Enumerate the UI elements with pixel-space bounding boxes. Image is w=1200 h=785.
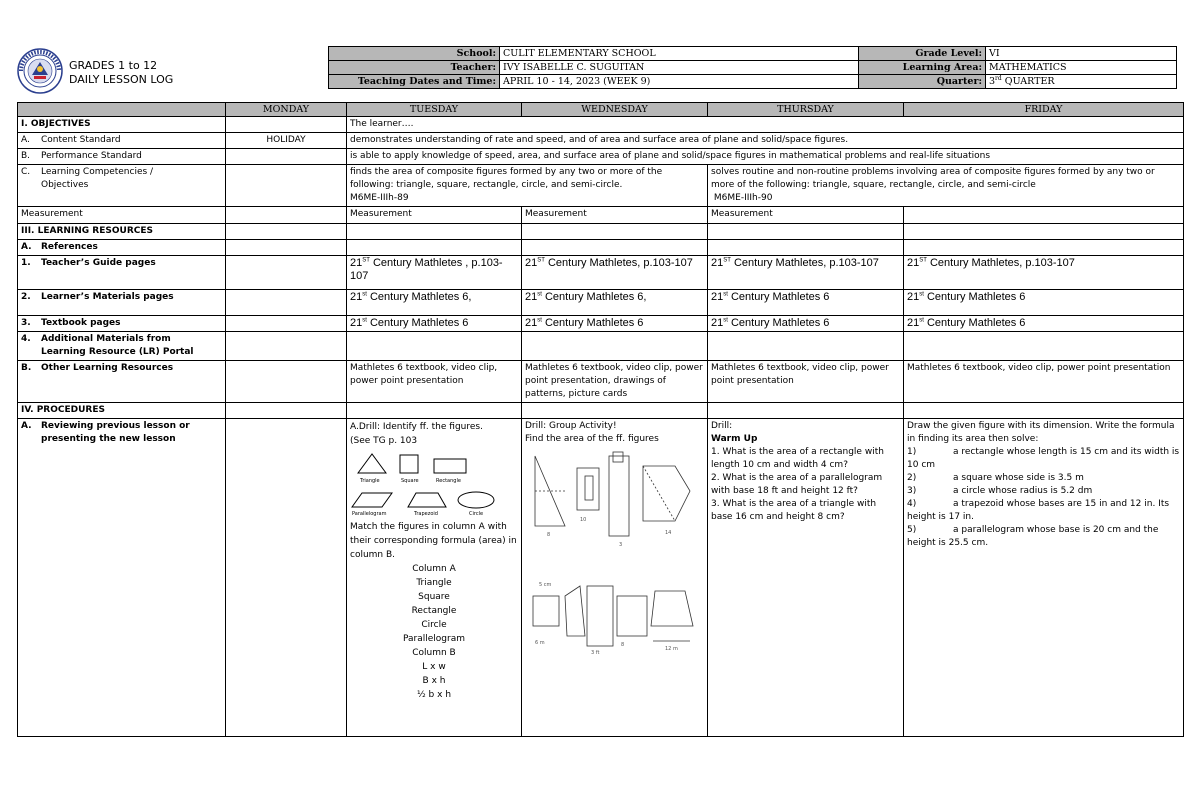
competency-thu xyxy=(708,165,1184,207)
figure-dimension-label: 5 cm xyxy=(539,582,552,588)
warm-up-question: 2. What is the area of a parallelogram with base 18 ft and height 12 ft? xyxy=(711,473,883,496)
review-row xyxy=(18,419,1184,737)
figure-dimension-label: 8 xyxy=(547,532,551,538)
performance-standard-text: is able to apply knowledge of speed, area, and surface area of plane and solid/space figures in mathematical problems and real-life situations xyxy=(347,149,1184,165)
tb-fri xyxy=(904,316,1184,332)
empty-cell xyxy=(708,403,904,419)
warm-up-question: 1. What is the area of a rectangle with length 10 cm and width 4 cm? xyxy=(711,447,884,470)
content-row xyxy=(18,207,1184,224)
empty-cell xyxy=(226,256,347,290)
ref-number: 21 xyxy=(525,317,538,329)
competencies-row xyxy=(18,165,1184,207)
empty-cell xyxy=(522,240,708,256)
header xyxy=(17,44,1183,94)
empty-cell xyxy=(226,224,347,240)
day-wednesday: WEDNESDAY xyxy=(522,103,708,117)
problem-item xyxy=(907,498,1180,524)
ref-text: Century Mathletes 6 xyxy=(923,317,1026,329)
composite-figure xyxy=(577,468,599,510)
empty-cell xyxy=(226,165,347,207)
other-tue: Mathletes 6 textbook, video clip, power point presentation xyxy=(347,361,522,403)
ref-number: 21 xyxy=(350,317,363,329)
quarter-number: 3 xyxy=(989,75,996,87)
ref-suffix: ST xyxy=(537,257,545,264)
ref-suffix: st xyxy=(919,291,924,298)
circle-shape xyxy=(458,492,494,508)
ref-number: 21 xyxy=(907,291,920,303)
competency-code: M6ME-IIIh-90 xyxy=(713,193,773,203)
competencies-label xyxy=(18,165,226,207)
tb-wed xyxy=(522,316,708,332)
figure-dimension-label: 14 xyxy=(665,530,672,536)
triangle-shape xyxy=(358,454,386,473)
teacher-label: Teacher: xyxy=(329,61,500,75)
label: References xyxy=(41,242,98,252)
other-resources-label xyxy=(18,361,226,403)
lm-tue xyxy=(347,290,522,316)
figure-dimension-label: 8 xyxy=(621,642,625,648)
tg-fri xyxy=(904,256,1184,290)
shape-label: Rectangle xyxy=(436,478,461,484)
column-a-item: Parallelogram xyxy=(403,634,465,644)
empty-cell xyxy=(226,332,347,361)
label: Learning Resource (LR) Portal xyxy=(41,347,194,357)
empty-cell xyxy=(347,403,522,419)
dates-value: APRIL 10 - 14, 2023 (WEEK 9) xyxy=(500,75,859,89)
problem-text: a square whose side is 3.5 m xyxy=(953,473,1084,483)
column-b-item: L x w xyxy=(422,662,446,672)
quarter-label: Quarter: xyxy=(859,75,986,89)
composite-figure xyxy=(613,452,623,462)
ref-text: Century Mathletes 6 xyxy=(923,291,1026,303)
ref-text: Century Mathletes, p.103-107 xyxy=(544,257,693,269)
column-b-heading: Column B xyxy=(412,648,456,658)
column-b-item: B x h xyxy=(422,676,446,686)
composite-figures-image xyxy=(525,446,703,656)
additional-materials-label xyxy=(18,332,226,361)
composite-figure xyxy=(651,591,693,626)
additional-materials-row xyxy=(18,332,1184,361)
content-wed: Measurement xyxy=(522,207,708,224)
number: 2. xyxy=(21,292,31,302)
review-thu xyxy=(708,419,904,737)
grade-value: VI xyxy=(986,47,1177,61)
square-shape xyxy=(400,455,418,473)
label: Reviewing previous lesson or xyxy=(41,421,190,431)
tb-thu xyxy=(708,316,904,332)
problem-text: a trapezoid whose bases are 15 in and 12 in. Its height is 17 in. xyxy=(907,499,1170,522)
content-standard-row xyxy=(18,133,1184,149)
content-standard-text: demonstrates understanding of rate and speed, and of area and surface area of plane and solid/space figures. xyxy=(347,133,1184,149)
review-wed xyxy=(522,419,708,737)
column-a-heading: Column A xyxy=(412,564,456,574)
problem-number: 1) xyxy=(907,447,917,457)
composite-figure xyxy=(643,466,690,521)
shape-label: Square xyxy=(401,478,419,484)
lm-thu xyxy=(708,290,904,316)
ref-suffix: st xyxy=(919,317,924,324)
ref-number: 21 xyxy=(525,291,538,303)
match-instructions: Match the figures in column A with their corresponding formula (area) in column B. xyxy=(350,522,517,560)
friday-instructions: Draw the given figure with its dimension. Write the formula in finding its area then solve: xyxy=(907,421,1175,444)
label: Content Standard xyxy=(41,135,121,145)
competency-tue xyxy=(347,165,708,207)
problem-number: 5) xyxy=(907,525,917,535)
content-thu: Measurement xyxy=(708,207,904,224)
ref-text: Century Mathletes 6, xyxy=(366,291,472,303)
day-thursday: THURSDAY xyxy=(708,103,904,117)
shape-label: Triangle xyxy=(360,478,380,484)
drill-text: A.Drill: Identify ff. the figures. xyxy=(350,422,483,432)
other-wed: Mathletes 6 textbook, video clip, power point presentation, drawings of patterns, picture cards xyxy=(522,361,708,403)
school-label: School: xyxy=(329,47,500,61)
ref-suffix: st xyxy=(723,291,728,298)
ref-number: 21 xyxy=(350,291,363,303)
letter: B. xyxy=(21,151,31,161)
warm-up-question: 3. What is the area of a triangle with base 16 cm and height 8 cm? xyxy=(711,499,877,522)
empty-cell xyxy=(904,207,1184,224)
learners-materials-row xyxy=(18,290,1184,316)
references-label xyxy=(18,240,226,256)
lm-wed xyxy=(522,290,708,316)
teachers-guide-label xyxy=(18,256,226,290)
holiday-label: HOLIDAY xyxy=(226,133,347,149)
problem-text: a parallelogram whose base is 20 cm and the height is 25.5 cm. xyxy=(907,525,1159,548)
info-table xyxy=(328,46,1177,89)
composite-figure xyxy=(585,476,593,500)
area-label: Learning Area: xyxy=(859,61,986,75)
references-row xyxy=(18,240,1184,256)
problem-number: 2) xyxy=(907,473,917,483)
performance-standard-row xyxy=(18,149,1184,165)
label: Teacher’s Guide pages xyxy=(41,258,156,268)
tg-tue xyxy=(347,256,522,290)
teacher-value: IVY ISABELLE C. SUGUITAN xyxy=(500,61,859,75)
label: Learner’s Materials pages xyxy=(41,292,174,302)
letter: C. xyxy=(21,167,31,177)
figure-dimension-label: 10 xyxy=(580,517,587,523)
ref-suffix: st xyxy=(537,291,542,298)
empty-cell xyxy=(226,149,347,165)
rectangle-shape xyxy=(434,459,466,473)
competency-code: M6ME-IIIh-89 xyxy=(350,193,409,203)
textbook-row xyxy=(18,316,1184,332)
ref-suffix: st xyxy=(362,291,367,298)
composite-figure xyxy=(617,596,647,636)
tb-tue xyxy=(347,316,522,332)
ref-suffix: ST xyxy=(723,257,731,264)
day-friday: FRIDAY xyxy=(904,103,1184,117)
label: Textbook pages xyxy=(41,318,121,328)
column-a-item: Triangle xyxy=(416,578,452,588)
empty-cell xyxy=(708,240,904,256)
figure-dimension-label: 3 ft xyxy=(591,650,600,656)
content-tue: Measurement xyxy=(347,207,522,224)
number: 3. xyxy=(21,318,31,328)
composite-figure xyxy=(565,586,585,636)
empty-cell xyxy=(904,240,1184,256)
problem-item xyxy=(907,446,1180,472)
ref-text: Century Mathletes 6 xyxy=(727,317,830,329)
ref-text: Century Mathletes , p.103-107 xyxy=(350,257,503,282)
empty-cell xyxy=(904,332,1184,361)
empty-cell xyxy=(226,117,347,133)
empty-cell xyxy=(226,290,347,316)
procedures-heading-row xyxy=(18,403,1184,419)
label: Objectives xyxy=(41,180,89,190)
problem-number: 3) xyxy=(907,486,917,496)
empty-cell xyxy=(226,403,347,419)
empty-cell xyxy=(226,419,347,737)
label: Additional Materials from xyxy=(41,334,171,344)
tg-thu xyxy=(708,256,904,290)
figure-dimension-label: 3 xyxy=(619,542,623,548)
ref-suffix: st xyxy=(362,317,367,324)
ref-text: Century Mathletes 6 xyxy=(366,317,469,329)
objectives-row xyxy=(18,117,1184,133)
letter: A. xyxy=(21,242,32,252)
quarter-value xyxy=(986,75,1177,89)
figure-dimension-label: 12 m xyxy=(665,646,678,652)
other-thu: Mathletes 6 textbook, video clip, power point presentation xyxy=(708,361,904,403)
column-a-item: Square xyxy=(418,592,450,602)
lm-fri xyxy=(904,290,1184,316)
document-title xyxy=(69,59,173,87)
day-monday: MONDAY xyxy=(226,103,347,117)
empty-cell xyxy=(226,240,347,256)
quarter-suffix: rd xyxy=(995,74,1002,82)
composite-figure xyxy=(587,586,613,646)
review-label xyxy=(18,419,226,737)
ref-number: 21 xyxy=(711,291,724,303)
ref-number: 21 xyxy=(711,257,724,269)
lesson-log-page xyxy=(17,44,1183,700)
empty-cell xyxy=(226,207,347,224)
problem-item xyxy=(907,485,1180,498)
label: Performance Standard xyxy=(41,151,142,161)
drill-text: Drill: xyxy=(711,421,733,431)
problem-number: 4) xyxy=(907,499,917,509)
title-line-1: GRADES 1 to 12 xyxy=(69,59,158,72)
other-fri: Mathletes 6 textbook, video clip, power point presentation xyxy=(904,361,1184,403)
ref-text: Century Mathletes, p.103-107 xyxy=(926,257,1075,269)
empty-cell xyxy=(904,224,1184,240)
empty-cell xyxy=(904,403,1184,419)
letter: A. xyxy=(21,135,30,145)
empty-cell xyxy=(708,224,904,240)
review-fri xyxy=(904,419,1184,737)
problem-item xyxy=(907,472,1180,485)
teachers-guide-row xyxy=(18,256,1184,290)
shape-label: Trapezoid xyxy=(414,511,438,517)
tg-wed xyxy=(522,256,708,290)
ref-text: Century Mathletes, p.103-107 xyxy=(730,257,879,269)
plane-figures-image xyxy=(350,451,516,517)
ref-text: Century Mathletes 6 xyxy=(727,291,830,303)
empty-cell xyxy=(347,240,522,256)
textbook-label xyxy=(18,316,226,332)
empty-cell xyxy=(226,361,347,403)
ref-number: 21 xyxy=(350,257,363,269)
see-tg-text: (See TG p. 103 xyxy=(350,436,418,446)
quarter-text: QUARTER xyxy=(1001,75,1055,87)
ref-suffix: ST xyxy=(919,257,927,264)
ref-suffix: st xyxy=(537,317,542,324)
resources-heading-row xyxy=(18,224,1184,240)
ref-text: Century Mathletes 6, xyxy=(541,291,647,303)
area-value: MATHEMATICS xyxy=(986,61,1177,75)
letter: B. xyxy=(21,363,32,373)
empty-cell xyxy=(226,316,347,332)
lesson-table xyxy=(17,102,1184,737)
trapezoid-shape xyxy=(408,493,446,507)
drill-text: Drill: Group Activity! xyxy=(525,421,617,431)
label: Other Learning Resources xyxy=(41,363,174,373)
procedures-heading: IV. PROCEDURES xyxy=(18,403,226,419)
performance-standard-label xyxy=(18,149,226,165)
composite-figure xyxy=(533,596,559,626)
find-area-text: Find the area of the ff. figures xyxy=(525,434,659,444)
ref-suffix: st xyxy=(723,317,728,324)
empty-cell xyxy=(522,224,708,240)
other-resources-row xyxy=(18,361,1184,403)
day-tuesday: TUESDAY xyxy=(347,103,522,117)
empty-cell xyxy=(347,224,522,240)
learners-materials-label xyxy=(18,290,226,316)
composite-figure xyxy=(609,456,629,536)
figure-dimension-label: 6 m xyxy=(535,640,545,646)
problem-item xyxy=(907,524,1180,550)
column-b-item: ½ b x h xyxy=(416,690,452,700)
parallelogram-shape xyxy=(352,493,392,507)
column-a-item: Circle xyxy=(421,620,447,630)
problem-text: a rectangle whose length is 15 cm and its width is 10 cm xyxy=(907,447,1180,470)
deped-seal-icon xyxy=(17,48,63,94)
empty-cell xyxy=(522,332,708,361)
shape-label: Circle xyxy=(469,511,484,517)
ref-number: 21 xyxy=(907,317,920,329)
empty-cell xyxy=(522,403,708,419)
empty-cell xyxy=(347,332,522,361)
objectives-intro: The learner…. xyxy=(347,117,1184,133)
day-header-row xyxy=(18,103,1184,117)
grade-label: Grade Level: xyxy=(859,47,986,61)
ref-number: 21 xyxy=(907,257,920,269)
competency-text: finds the area of composite figures formed by any two or more of the following: triangle, square, rectangle, circle, and semi-circle. xyxy=(350,167,663,190)
school-value: CULIT ELEMENTARY SCHOOL xyxy=(500,47,859,61)
ref-suffix: ST xyxy=(362,257,370,264)
warm-up-heading: Warm Up xyxy=(711,434,758,444)
resources-heading: III. LEARNING RESOURCES xyxy=(18,224,226,240)
ref-number: 21 xyxy=(525,257,538,269)
objectives-heading: I. OBJECTIVES xyxy=(18,117,226,133)
review-tue xyxy=(347,419,522,737)
title-line-2: DAILY LESSON LOG xyxy=(69,73,174,86)
ref-number: 21 xyxy=(711,317,724,329)
content-label: Measurement xyxy=(18,207,226,224)
number: 1. xyxy=(21,258,31,268)
shape-label: Parallelogram xyxy=(352,511,387,517)
problem-text: a circle whose radius is 5.2 dm xyxy=(953,486,1093,496)
content-standard-label xyxy=(18,133,226,149)
label: Learning Competencies / xyxy=(41,167,154,177)
dates-label: Teaching Dates and Time: xyxy=(329,75,500,89)
ref-text: Century Mathletes 6 xyxy=(541,317,644,329)
number: 4. xyxy=(21,334,31,344)
letter: A. xyxy=(21,421,32,431)
blank-header xyxy=(18,103,226,117)
competency-text: solves routine and non-routine problems involving area of composite figures formed by any two or more of the following: triangle, square, rectangle, circle, and semi-circle xyxy=(711,167,1155,190)
empty-cell xyxy=(708,332,904,361)
label: presenting the new lesson xyxy=(41,434,176,444)
composite-figure xyxy=(643,466,675,521)
column-a-item: Rectangle xyxy=(411,606,457,616)
